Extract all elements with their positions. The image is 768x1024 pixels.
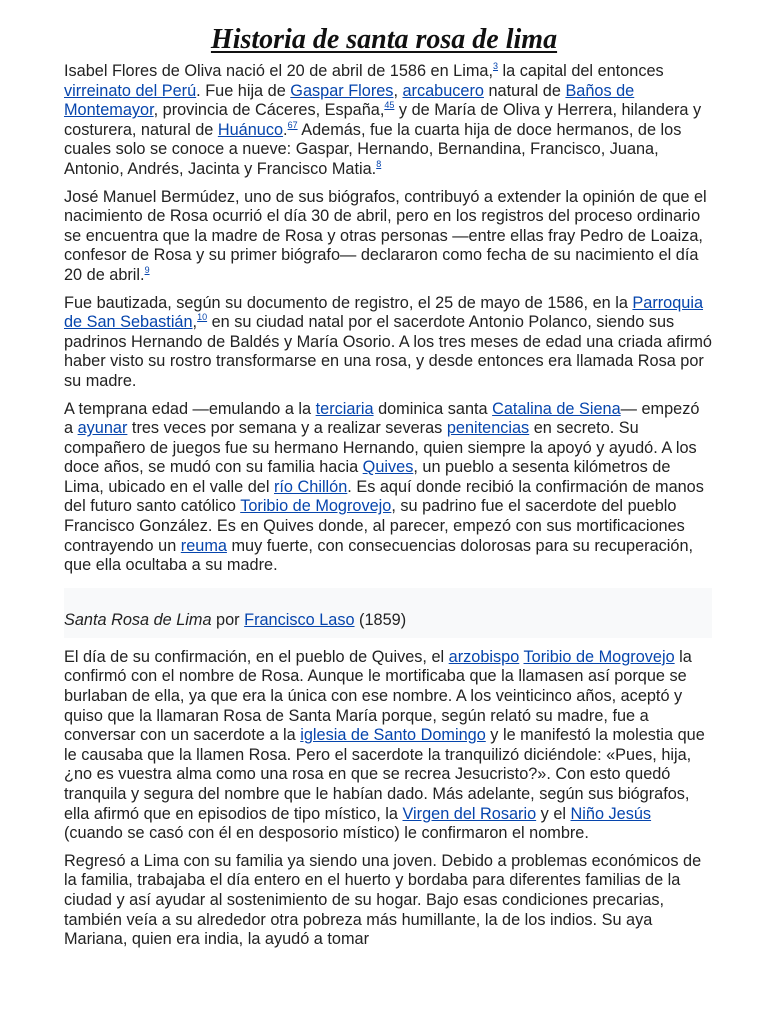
text: Regresó a Lima con su familia ya siendo una joven. Debido a problemas económicos de la familia, trabajaba el día entero en el huerto y bordaba para diferentes familias de la ciudad y así ayudar al sostenimiento de su hogar. Bajo esas condiciones precarias, también veía a su alrededor otra pobreza más humillante, la de los indios. Su aya Mariana, quien era india, la ayudó a tomar bbox=[64, 851, 702, 949]
link-gaspar-flores[interactable]: Gaspar Flores bbox=[290, 81, 394, 100]
text: . bbox=[283, 120, 288, 139]
text: dominica santa bbox=[373, 399, 493, 418]
text: Isabel Flores de Oliva nació el 20 de abril de 1586 en Lima, bbox=[64, 62, 493, 80]
link-terciaria[interactable]: terciaria bbox=[315, 399, 374, 418]
text: tres veces por semana y a realizar severas bbox=[127, 419, 447, 438]
link-iglesia-santo-domingo[interactable]: iglesia de Santo Domingo bbox=[300, 726, 486, 745]
page-title: Historia de santa rosa de lima bbox=[210, 24, 558, 55]
article-body bbox=[64, 62, 712, 958]
paragraph-birth bbox=[64, 62, 712, 180]
text: y el bbox=[536, 804, 571, 823]
text: y de María de Oliva y Herrera, hilandera y costurera, natural de bbox=[64, 101, 702, 139]
text: . Fue hija de bbox=[196, 81, 291, 100]
text: José Manuel Bermúdez, uno de sus biógrafos, contribuyó a extender la opinión de que el nacimiento de Rosa ocurrió el día 30 de abril, pero en los registros del proceso ordinario se encuentra que la madre de Rosa y otras personas —entre ellas fray Pedro de Loaiza, confesor de Rosa y su primer biógrafo— declararon como fecha de su nacimiento el día 20 de abril. bbox=[64, 187, 707, 284]
image-caption bbox=[64, 588, 712, 638]
reference-9[interactable] bbox=[145, 265, 150, 275]
link-toribio-de-mogrovejo-2[interactable]: Toribio de Mogrovejo bbox=[523, 647, 675, 666]
text: El día de su confirmación, en el pueblo de Quives, el bbox=[64, 647, 449, 666]
text: en su ciudad natal por el sacerdote Antonio Polanco, siendo sus padrinos Hernando de Baldés y María Osorio. A los tres meses de edad una criada afirmó haber visto su rostro transformarse en una rosa, y desde entonces era llamada Rosa por su madre. bbox=[64, 313, 712, 390]
text: (cuando se casó con él en desposorio místico) le confirmaron el nombre. bbox=[64, 824, 589, 843]
link-francisco-laso[interactable]: Francisco Laso bbox=[244, 610, 355, 629]
text: — empezó a bbox=[64, 399, 700, 438]
text: en secreto. Su compañero de juegos fue su hermano Hernando, quien siempre la apoyó y ayudó. A los doce años, se mudó con su familia hacia bbox=[64, 419, 697, 477]
text: la capital del entonces bbox=[498, 62, 664, 80]
link-arcabucero[interactable]: arcabucero bbox=[402, 81, 484, 100]
paragraph-return-to-lima bbox=[64, 852, 712, 950]
link-arzobispo[interactable]: arzobispo bbox=[448, 647, 520, 666]
paragraph-birthdate bbox=[64, 188, 712, 286]
paragraph-baptism bbox=[64, 294, 712, 392]
text: natural de bbox=[483, 81, 566, 100]
text: . Es aquí donde recibió la confirmación de manos del futuro santo católico bbox=[64, 477, 704, 516]
text: , su padrino fue el sacerdote del pueblo Francisco González. Es en Quives donde, al parecer, empezó con sus mortificaciones contrayendo un bbox=[64, 497, 685, 555]
text: A temprana edad —emulando a la bbox=[64, 399, 316, 418]
reference-link[interactable]: 67 bbox=[287, 119, 298, 130]
link-huanuco[interactable]: Huánuco bbox=[217, 120, 284, 139]
text: , bbox=[393, 81, 403, 100]
link-penitencias[interactable]: penitencias bbox=[446, 419, 530, 438]
link-parroquia-san-sebastian[interactable]: Parroquia de San Sebastián bbox=[64, 293, 704, 332]
text: , un pueblo a sesenta kilómetros de Lima, ubicado en el valle del bbox=[64, 458, 671, 496]
text: (1859) bbox=[354, 610, 407, 629]
text: , bbox=[192, 313, 198, 332]
text: la confirmó con el nombre de Rosa. Aunque le mortificaba que la llamasen así porque se burlaban de ella, ya que era la única con ese nombre. A los veinticinco años, aceptó y quiso que la llamaran Rosa de Santa María porque, según relató su madre, fue a conversar con un sacerdote a la bbox=[64, 647, 692, 745]
text: muy fuerte, con consecuencias dolorosas para su recuperación, que ella ocultaba a su madre. bbox=[64, 536, 694, 575]
link-reuma[interactable]: reuma bbox=[180, 536, 227, 555]
reference-link[interactable]: 3 bbox=[493, 61, 499, 71]
link-nino-jesus[interactable]: Niño Jesús bbox=[570, 804, 652, 823]
reference-67[interactable] bbox=[288, 120, 298, 130]
reference-link[interactable]: 45 bbox=[384, 100, 395, 111]
text: Además, fue la cuarta hija de doce hermanos, de los cuales solo se conoce a nueve: Gaspar, Hernando, Bernandina, Francisco, Juana, Antonio, Andrés, Jacinta y Francisco Matia. bbox=[64, 120, 682, 178]
reference-link[interactable]: 9 bbox=[144, 264, 150, 275]
reference-45[interactable] bbox=[384, 100, 394, 110]
link-catalina-de-siena[interactable]: Catalina de Siena bbox=[492, 399, 621, 418]
link-rio-chillon[interactable]: río Chillón bbox=[273, 477, 348, 496]
caption-title: Santa Rosa de Lima bbox=[64, 610, 212, 629]
text: y le manifestó la molestia que le causaba que la llamen Rosa. Pero el sacerdote la tranquilizó diciéndole: «Pues, hija, ¿no es vuestra alma como una rosa en que se recrea Jesucristo?». Con esto quedó tranquila y segura del nombre que le habían dado. Más adelante, según sus biógrafos, ella afirmó que en episodios de tipo místico, la bbox=[64, 726, 705, 823]
link-virreinato-del-peru[interactable]: virreinato del Perú bbox=[64, 81, 197, 100]
link-virgen-del-rosario[interactable]: Virgen del Rosario bbox=[402, 804, 537, 823]
reference-8[interactable] bbox=[376, 159, 381, 169]
text: , provincia de Cáceres, España, bbox=[153, 101, 385, 120]
text: por bbox=[211, 610, 245, 629]
reference-link[interactable]: 10 bbox=[197, 312, 208, 323]
reference-link[interactable]: 8 bbox=[376, 158, 382, 169]
paragraph-confirmation bbox=[64, 648, 712, 844]
paragraph-childhood bbox=[64, 400, 712, 576]
link-quives[interactable]: Quives bbox=[362, 458, 414, 477]
link-banos-de-montemayor[interactable]: Baños de Montemayor bbox=[64, 81, 635, 120]
reference-10[interactable] bbox=[197, 312, 207, 322]
link-ayunar[interactable]: ayunar bbox=[77, 419, 128, 438]
link-toribio-de-mogrovejo[interactable]: Toribio de Mogrovejo bbox=[240, 497, 392, 516]
text: Fue bautizada, según su documento de registro, el 25 de mayo de 1586, en la bbox=[64, 293, 633, 312]
